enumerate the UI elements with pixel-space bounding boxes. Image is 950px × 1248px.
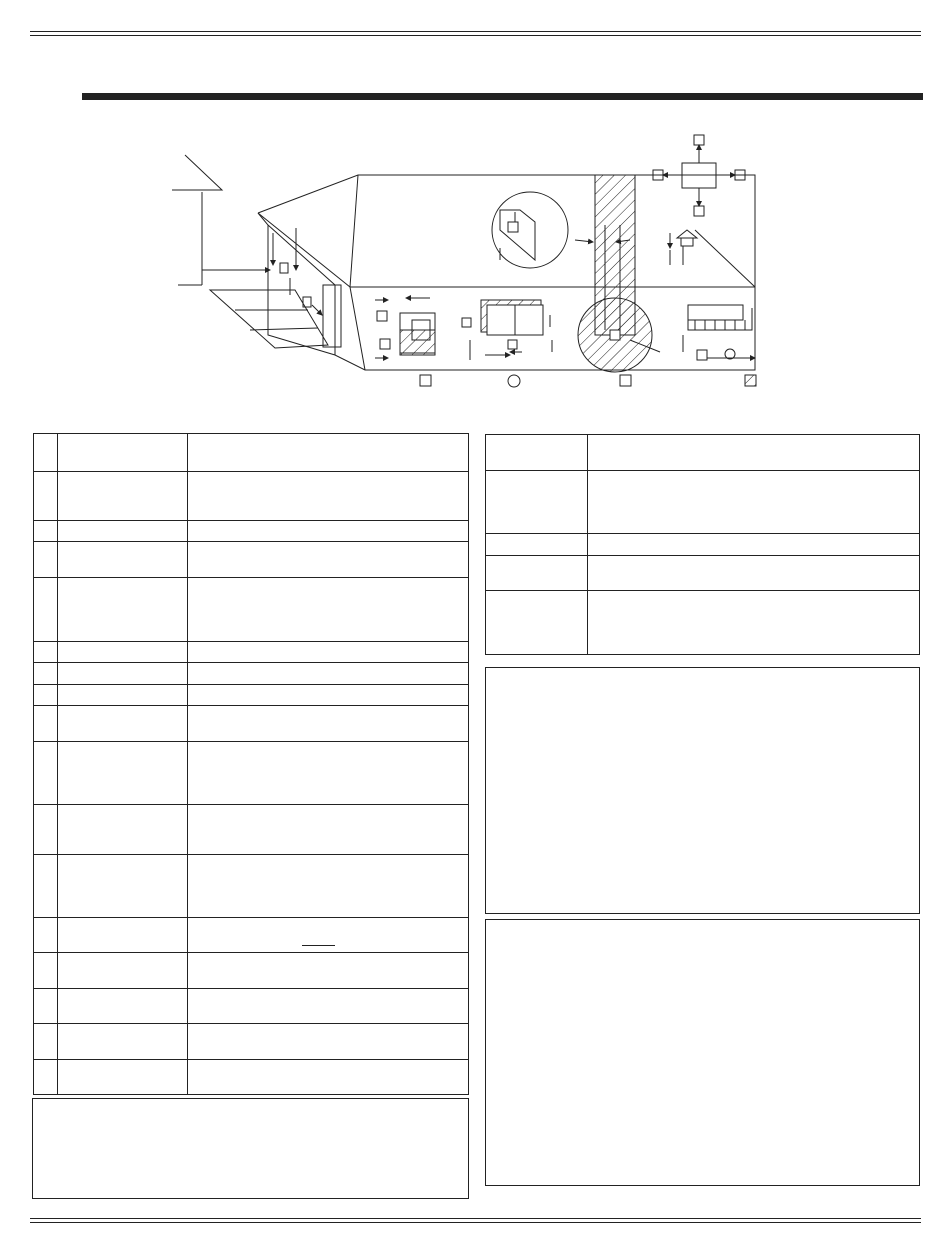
legend-circle [508, 375, 520, 387]
table-row [486, 556, 919, 591]
stack-clearance [575, 175, 660, 372]
table-row [486, 591, 919, 656]
table-row [34, 805, 468, 855]
legend-square-a [420, 375, 431, 386]
title-bar [82, 93, 923, 100]
table-row [34, 989, 468, 1024]
table-row [34, 685, 468, 706]
table-row [34, 1024, 468, 1060]
legend-symbols [420, 375, 756, 387]
service-drop-pole [172, 155, 270, 285]
legend-hatched [745, 375, 756, 386]
right-clearance-table [485, 434, 920, 655]
fraction-underline [302, 945, 335, 946]
deck-clearance [683, 305, 755, 360]
table-row [34, 578, 468, 642]
table-row [486, 534, 919, 556]
table-row [34, 1060, 468, 1096]
top-rule-lower [30, 35, 921, 36]
table-header [34, 434, 468, 472]
bottom-rule-lower [30, 1222, 921, 1223]
top-rule-upper [30, 31, 921, 32]
table-row [34, 855, 468, 918]
installation-clearance-diagram [150, 130, 770, 400]
table-row [34, 472, 468, 521]
table-row [34, 742, 468, 805]
vent-clearance [462, 300, 552, 360]
walkway [210, 290, 328, 348]
wall-clearances [273, 228, 322, 315]
legend-square-b [620, 375, 631, 386]
right-note-box-bottom [485, 919, 920, 1186]
table-header [486, 435, 919, 471]
right-note-box-top [485, 667, 920, 914]
table-row [34, 521, 468, 542]
table-row [34, 663, 468, 685]
table-row [34, 706, 468, 742]
window-clearance [375, 298, 435, 358]
vent-cap [670, 230, 697, 265]
table-row [34, 642, 468, 663]
detail-magnifier [492, 192, 568, 268]
left-clearance-table [33, 433, 469, 1095]
bottom-rule-upper [30, 1218, 921, 1219]
table-row [486, 471, 919, 534]
table-row [34, 542, 468, 578]
table-row [34, 953, 468, 989]
left-note-box [32, 1098, 469, 1199]
table-row [34, 918, 468, 953]
